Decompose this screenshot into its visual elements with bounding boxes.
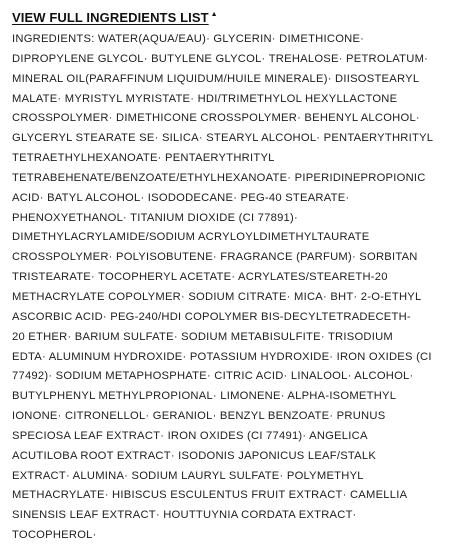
ingredients-line: CROSSPOLYMER· DIMETHICONE CROSSPOLYMER· BEHENYL ALCOHOL· [12,112,420,125]
ingredients-line: EDTA· ALUMINUM HYDROXIDE· POTASSIUM HYDROXIDE· IRON OXIDES (CI [12,350,432,363]
ingredients-line: EXTRACT· ALUMINA· SODIUM LAURYL SULFATE· POLYMETHYL [12,469,364,482]
toggle-label[interactable]: VIEW FULL INGREDIENTS LIST [12,10,209,25]
ingredients-line: MALATE· MYRISTYL MYRISTATE· HDI/TRIMETHYLOL HEXYLLACTONE [12,92,398,105]
ingredients-line: ASCORBIC ACID· PEG-240/HDI COPOLYMER BIS-DECYLTETRADECETH- [12,310,411,323]
ingredients-line: GLYCERYL STEARATE SE· SILICA· STEARYL ALCOHOL· PENTAERYTHRITYL [12,132,434,145]
ingredients-line: 20 ETHER· BARIUM SULFATE· SODIUM METABISULFITE· TRISODIUM [12,330,393,343]
ingredients-list [12,30,452,546]
ingredients-line: INGREDIENTS: WATER(AQUA/EAU)· GLYCERIN· DIMETHICONE· [12,33,365,45]
ingredients-line: TRISTEARATE· TOCOPHERYL ACETATE· ACRYLATES/STEARETH-20 [12,271,388,284]
ingredients-line: ACID· BATYL ALCOHOL· ISODODECANE· PEG-40 STEARATE· [12,191,350,204]
ingredients-line: MINERAL OIL(PARAFFINUM LIQUIDUM/HUILE MINERALE)· DIISOSTEARYL [12,72,420,85]
ingredients-line: PHENOXYETHANOL· TITANIUM DIOXIDE (CI 77891)· [12,211,298,224]
ingredients-line: METHACRYLATE· HIBISCUS ESCULENTUS FRUIT EXTRACT· CAMELLIA [12,489,408,502]
ingredients-line: DIPROPYLENE GLYCOL· BUTYLENE GLYCOL· TREHALOSE· PETROLATUM· [12,52,429,65]
ingredients-line: SINENSIS LEAF EXTRACT· HOUTTUYNIA CORDATA EXTRACT· [12,509,357,522]
ingredients-line: TETRAETHYLHEXANOATE· PENTAERYTHRITYL [12,152,275,165]
ingredients-line: BUTYLPHENYL METHYLPROPIONAL· LIMONENE· ALPHA-ISOMETHYL [12,390,397,403]
ingredients-line: METHACRYLATE COPOLYMER· SODIUM CITRATE· MICA· BHT· 2-O-ETHYL [12,290,422,303]
ingredients-line: DIMETHYLACRYLAMIDE/SODIUM ACRYLOYLDIMETHYLTAURATE [12,231,370,244]
ingredients-line: IONONE· CITRONELLOL· GERANIOL· BENZYL BENZOATE· PRUNUS [12,410,386,423]
ingredients-line: TETRABEHENATE/BENZOATE/ETHYLHEXANOATE· PIPERIDINEPROPIONIC [12,171,426,184]
ingredients-line: CROSSPOLYMER· POLYISOBUTENE· FRAGRANCE (PARFUM)· SORBITAN [12,251,418,264]
ingredients-line: TOCOPHEROL· [12,529,97,542]
caret-up-icon[interactable]: ▲ [210,11,218,18]
view-full-ingredients-toggle[interactable] [12,10,218,25]
ingredients-line: SPECIOSA LEAF EXTRACT· IRON OXIDES (CI 77491)· ANGELICA [12,429,368,442]
ingredients-line: 77492)· SODIUM METAPHOSPHATE· CITRIC ACID· LINALOOL· ALCOHOL· [12,370,414,383]
ingredients-line: ACUTILOBA ROOT EXTRACT· ISODONIS JAPONICUS LEAF/STALK [12,449,377,462]
